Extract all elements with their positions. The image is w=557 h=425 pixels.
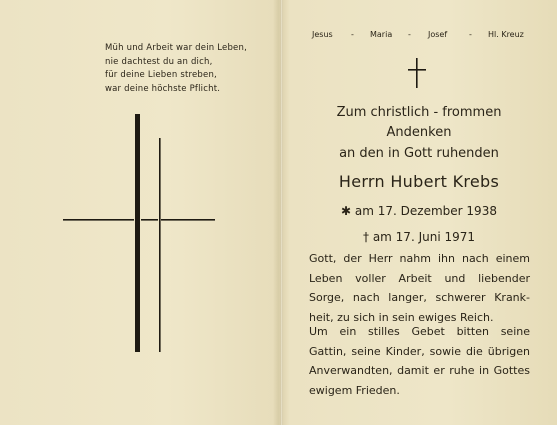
cross-left-arm xyxy=(63,219,134,221)
cross-center-arm xyxy=(141,219,158,221)
paragraph-line: Leben voller Arbeit und liebender xyxy=(309,271,530,285)
birth-star-icon: ✱ xyxy=(341,204,352,218)
death-date-text: am 17. Juni 1971 xyxy=(372,230,476,244)
name-hl-kreuz: Hl. Kreuz xyxy=(488,30,524,39)
paragraph-line: ewigem Frieden. xyxy=(309,383,400,397)
death-date xyxy=(300,230,538,244)
name-separator: - xyxy=(408,30,411,39)
poem-line: nie dachtest du an dich, xyxy=(105,56,213,67)
cross-thin-vertical xyxy=(159,138,161,352)
poem-line: Müh und Arbeit war dein Leben, xyxy=(105,43,247,53)
name-josef: Josef xyxy=(428,30,448,39)
death-dagger-icon: † xyxy=(362,230,369,244)
name-separator: - xyxy=(351,30,354,39)
paragraph-line: Um ein stilles Gebet bitten seine xyxy=(309,325,530,338)
deceased-name: Herrn Hubert Krebs xyxy=(338,172,500,191)
name-separator: - xyxy=(469,30,472,39)
paragraph-line: Anverwandten, damit er ruhe in Gottes xyxy=(309,364,530,378)
center-fold xyxy=(280,0,283,425)
cross-thick-vertical xyxy=(135,114,140,352)
poem-line: für deine Lieben streben, xyxy=(105,70,217,80)
heading-line: an den in Gott ruhenden xyxy=(339,146,499,161)
paragraph-line: heit, zu sich in sein ewiges Reich. xyxy=(309,310,494,324)
name-maria: Maria xyxy=(370,30,393,39)
paragraph-prayer-request xyxy=(309,322,530,400)
holy-names-row xyxy=(312,30,532,42)
paragraph-line: Gott, der Herr nahm ihn nach einem xyxy=(309,252,530,265)
cross-right-arm xyxy=(161,219,215,221)
poem-line: war deine höchste Pflicht. xyxy=(105,83,221,94)
name-jesus: Jesus xyxy=(312,30,333,39)
birth-date-text: am 17. Dezember 1938 xyxy=(354,204,497,218)
small-cross-icon xyxy=(405,58,429,88)
paragraph-line: Gattin, seine Kinder, sowie die übrigen xyxy=(309,344,530,358)
heading-line: Andenken xyxy=(386,125,452,140)
paragraph-obituary xyxy=(309,249,530,327)
heading-line: Zum christlich - frommen xyxy=(336,105,502,120)
birth-date xyxy=(300,204,538,218)
paragraph-line: Sorge, nach langer, schwerer Krank- xyxy=(309,291,530,305)
